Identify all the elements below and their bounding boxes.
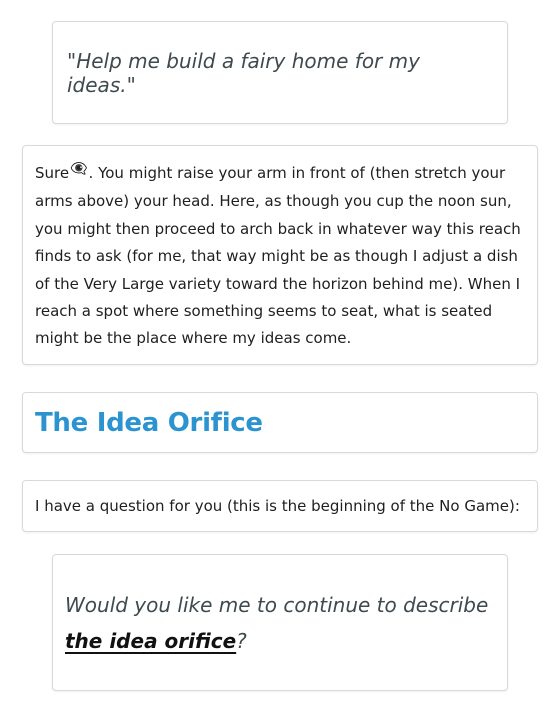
reply-lead: Sure xyxy=(35,164,70,182)
offer-suffix: ? xyxy=(236,628,247,653)
section-heading: The Idea Orifice xyxy=(35,407,263,438)
eye-icon: 👁️‍🗨️ xyxy=(70,161,88,177)
question-card xyxy=(22,480,538,532)
reply-body: . You might raise your arm in front of (then stretch your arms above) your head. Here, as though you cup the noon sun, you might then proceed to arch back in whatever way this reach finds to ask (for me, that way might be as though I adjust a dish of the Very Large variety toward the horizon behind me). When I reach a spot where something seems to seat, what is seated might be the place where my ideas come. xyxy=(35,164,521,348)
prompt-card xyxy=(52,21,508,124)
heading-card xyxy=(22,392,538,453)
offer-card xyxy=(52,554,508,691)
idea-orifice-link[interactable]: the idea orifice xyxy=(65,628,237,653)
question-text: I have a question for you (this is the beginning of the No Game): xyxy=(35,497,520,515)
reply-card xyxy=(22,145,538,365)
offer-line: Would you like me to continue to describe xyxy=(65,592,489,617)
prompt-quote: "Help me build a fairy home for my ideas." xyxy=(67,48,420,97)
offer-link-line xyxy=(65,623,495,659)
